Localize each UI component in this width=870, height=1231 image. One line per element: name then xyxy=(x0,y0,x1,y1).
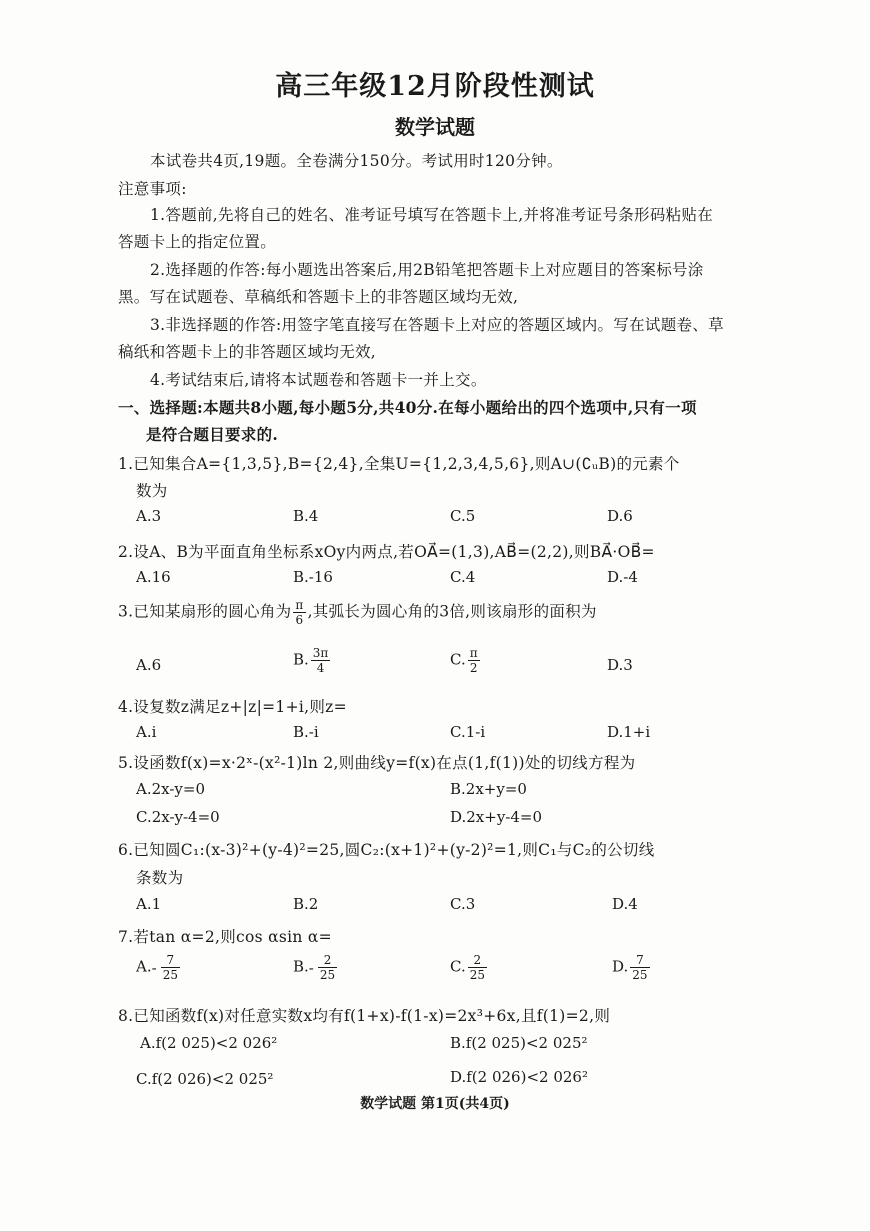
question-5-option-c: C.2x-y-4=0 xyxy=(136,808,220,826)
fraction-numerator: 2 xyxy=(318,953,337,968)
notice-item-4: 4.考试结束后,请将本试题卷和答题卡一并上交。 xyxy=(150,371,487,389)
notice-item-2-line-2: 黑。写在试题卷、草稿纸和答题卡上的非答题区域均无效, xyxy=(118,288,519,306)
notice-item-1-line-1: 1.答题前,先将自己的姓名、准考证号填写在答题卡上,并将准考证号条形码粘贴在 xyxy=(150,206,714,224)
notice-item-1-line-2: 答题卡上的指定位置。 xyxy=(118,233,277,251)
option-label: B. xyxy=(293,650,309,669)
page-footer: 数学试题 第1页(共4页) xyxy=(360,1096,510,1112)
question-4-option-a: A.i xyxy=(136,723,157,741)
question-3-angle-fraction xyxy=(293,598,305,627)
fraction-denominator: 25 xyxy=(162,968,178,982)
option-label: C. xyxy=(450,957,466,976)
notice-item-3-line-1: 3.非选择题的作答:用签字笔直接写在答题卡上对应的答题区域内。写在试题卷、草 xyxy=(150,316,724,334)
option-sign: - xyxy=(308,958,314,977)
option-fraction xyxy=(468,646,480,675)
question-5-option-a: A.2x-y=0 xyxy=(136,780,205,798)
section-1-heading-line-2: 是符合题目要求的. xyxy=(146,425,279,444)
option-label: D. xyxy=(612,957,629,976)
notice-heading: 注意事项: xyxy=(118,180,187,198)
option-label: C. xyxy=(450,650,466,669)
question-3-option-d: D.3 xyxy=(607,656,633,674)
fraction-denominator: 25 xyxy=(469,968,485,982)
notice-item-2-line-1: 2.选择题的作答:每小题选出答案后,用2B铅笔把答题卡上对应题目的答案标号涂 xyxy=(150,261,704,279)
question-5-option-b: B.2x+y=0 xyxy=(450,780,527,798)
fraction-denominator: 25 xyxy=(319,968,336,982)
question-8-option-a: A.f(2 025)<2 026² xyxy=(140,1034,278,1052)
question-1-option-d: D.6 xyxy=(607,507,633,525)
option-fraction xyxy=(468,953,487,982)
question-8-stem: 8.已知函数f(x)对任意实数x均有f(1+x)-f(1-x)=2x³+6x,且f(1)=2,则 xyxy=(118,1007,611,1025)
question-7-option-d xyxy=(612,953,652,982)
question-1-stem-line-2: 数为 xyxy=(136,482,168,500)
question-7-option-c xyxy=(450,953,489,982)
question-4-option-c: C.1-i xyxy=(450,723,486,741)
question-2-option-d: D.-4 xyxy=(607,568,638,586)
option-fraction xyxy=(318,953,337,982)
option-fraction xyxy=(311,646,331,675)
question-7-option-a xyxy=(136,953,182,982)
fraction-numerator: 7 xyxy=(161,953,180,968)
question-2-option-c: C.4 xyxy=(450,568,476,586)
question-1-option-b: B.4 xyxy=(293,507,319,525)
fraction-numerator: 3π xyxy=(312,646,329,660)
question-3-stem xyxy=(118,598,597,627)
question-6-option-c: C.3 xyxy=(450,895,476,913)
question-3-option-b xyxy=(293,646,332,675)
question-2-option-a: A.16 xyxy=(136,568,171,586)
section-1-heading-line-1: 一、选择题:本题共8小题,每小题5分,共40分.在每小题给出的四个选项中,只有一项 xyxy=(118,398,697,417)
question-4-stem: 4.设复数z满足z+|z|=1+i,则z= xyxy=(118,698,347,716)
page-title: 高三年级12月阶段性测试 xyxy=(275,71,595,102)
question-2-option-b: B.-16 xyxy=(293,568,333,586)
fraction-denominator: 2 xyxy=(469,661,478,675)
question-1-stem-line-1: 1.已知集合A={1,3,5},B={2,4},全集U={1,2,3,4,5,6},则A∪(∁ᵤB)的元素个 xyxy=(118,455,680,473)
question-4-option-b: B.-i xyxy=(293,723,319,741)
question-7-option-b xyxy=(293,953,339,982)
question-6-option-b: B.2 xyxy=(293,895,319,913)
fraction-numerator: π xyxy=(295,598,304,612)
question-1-option-a: A.3 xyxy=(136,507,162,525)
question-2-stem: 2.设A、B为平面直角坐标系xOy内两点,若OA⃗=(1,3),AB⃗=(2,2),则BA⃗·OB⃗= xyxy=(118,543,655,561)
question-3-stem-end: ,其弧长为圆心角的3倍,则该扇形的面积为 xyxy=(307,602,597,621)
question-6-option-d: D.4 xyxy=(612,895,638,913)
fraction-numerator: 2 xyxy=(468,953,487,968)
question-6-stem-line-1: 6.已知圆C₁:(x-3)²+(y-4)²=25,圆C₂:(x+1)²+(y-2)²=1,则C₁与C₂的公切线 xyxy=(118,841,655,859)
fraction-numerator: π xyxy=(469,646,478,660)
question-3-stem-start: 3.已知某扇形的圆心角为 xyxy=(118,602,292,621)
fraction-denominator: 6 xyxy=(295,613,304,627)
question-8-option-b: B.f(2 025)<2 025² xyxy=(450,1034,588,1052)
question-6-option-a: A.1 xyxy=(136,895,162,913)
option-label: A. xyxy=(136,957,152,976)
option-fraction xyxy=(630,953,649,982)
question-5-option-d: D.2x+y-4=0 xyxy=(450,808,543,826)
fraction-denominator: 4 xyxy=(316,661,325,675)
notice-item-3-line-2: 稿纸和答题卡上的非答题区域均无效, xyxy=(118,343,377,361)
option-sign: - xyxy=(151,958,157,977)
page-subtitle: 数学试题 xyxy=(395,115,475,139)
fraction-denominator: 25 xyxy=(632,968,648,982)
question-3-option-c xyxy=(450,646,482,675)
question-7-stem: 7.若tan α=2,则cos αsin α= xyxy=(118,928,332,946)
option-label: B. xyxy=(293,957,309,976)
question-4-option-d: D.1+i xyxy=(607,723,651,741)
fraction-numerator: 7 xyxy=(630,953,649,968)
option-fraction xyxy=(161,953,180,982)
question-3-option-a: A.6 xyxy=(136,656,162,674)
question-6-stem-line-2: 条数为 xyxy=(136,869,184,887)
question-5-stem: 5.设函数f(x)=x·2ˣ-(x²-1)ln 2,则曲线y=f(x)在点(1,f(1))处的切线方程为 xyxy=(118,754,636,772)
question-8-option-d: D.f(2 026)<2 026² xyxy=(450,1068,588,1086)
exam-intro: 本试卷共4页,19题。全卷满分150分。考试用时120分钟。 xyxy=(150,152,563,170)
question-1-option-c: C.5 xyxy=(450,507,476,525)
question-8-option-c: C.f(2 026)<2 025² xyxy=(136,1070,274,1088)
